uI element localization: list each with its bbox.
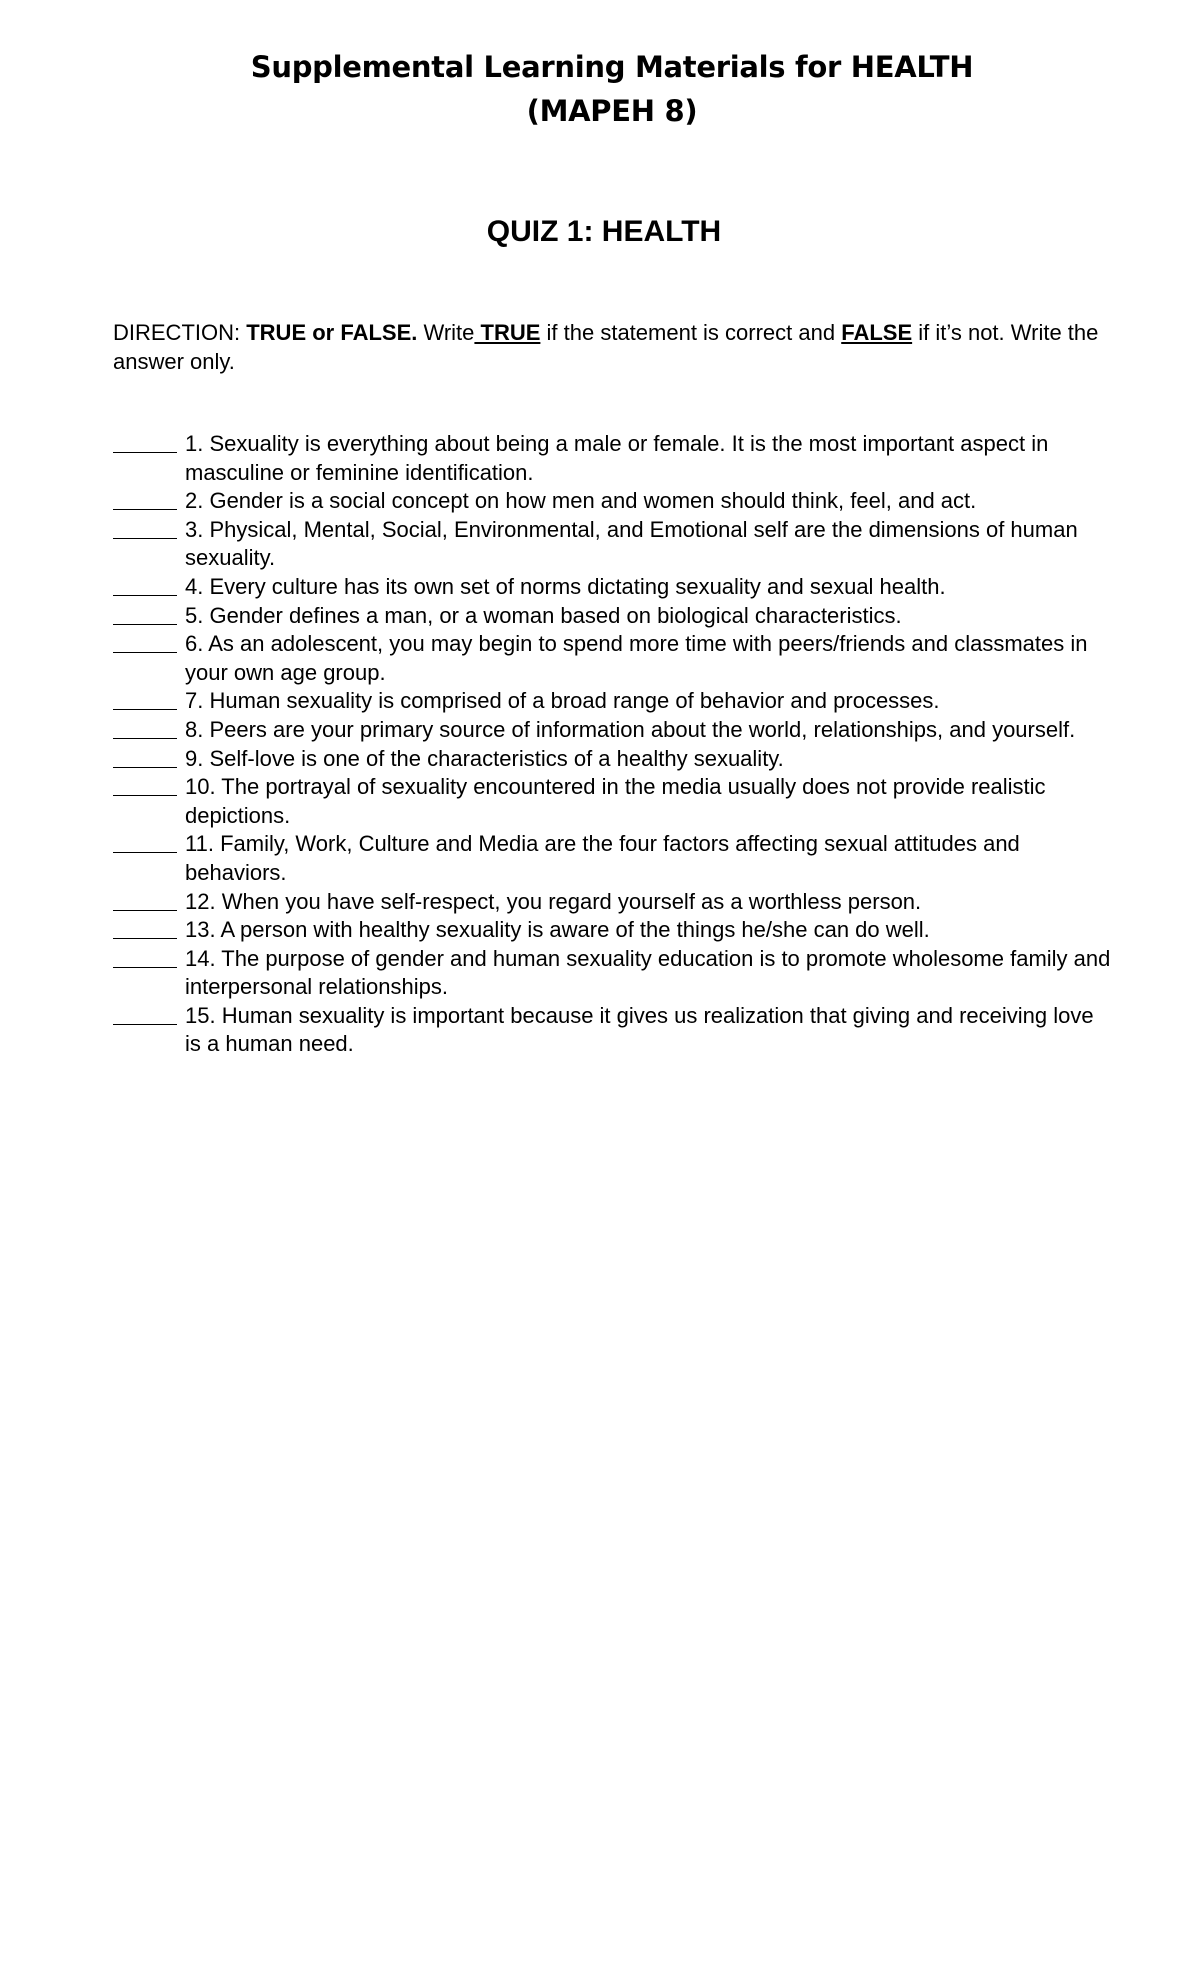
direction-label: DIRECTION:	[113, 320, 247, 345]
question-text: 3. Physical, Mental, Social, Environmental, and Emotional self are the dimensions of human sexuality.	[185, 516, 1078, 571]
document-title: Supplemental Learning Materials for HEALTH	[250, 50, 974, 84]
direction-false-word: FALSE	[841, 320, 913, 345]
question-item	[113, 773, 1113, 830]
question-item	[113, 630, 1113, 687]
question-text: 10. The portrayal of sexuality encountered in the media usually does not provide realistic depictions.	[185, 774, 1046, 828]
question-text: 4. Every culture has its own set of norms dictating sexuality and sexual health.	[185, 573, 946, 599]
question-item	[113, 945, 1113, 1002]
direction-mid: if the statement is correct and	[540, 320, 842, 345]
question-item	[113, 716, 1113, 745]
question-text: 15. Human sexuality is important because it gives us realization that giving and receiving love is a human need.	[185, 1002, 1094, 1057]
question-text: 7. Human sexuality is comprised of a broad range of behavior and processes.	[185, 688, 940, 714]
question-item	[113, 916, 1113, 945]
question-text: 8. Peers are your primary source of information about the world, relationships, and yourself.	[185, 716, 1076, 742]
question-text: 12. When you have self-respect, you regard yourself as a worthless person.	[185, 888, 922, 914]
direction-end: if it’s not. Write the answer only.	[113, 320, 1099, 374]
question-text: 5. Gender defines a man, or a woman based on biological characteristics.	[185, 602, 902, 628]
question-item	[113, 687, 1113, 716]
question-text: 1. Sexuality is everything about being a male or female. It is the most important aspect in masculine or feminine identification.	[185, 431, 1049, 485]
question-text: 6. As an adolescent, you may begin to spend more time with peers/friends and classmates in your own age group.	[185, 631, 1088, 685]
question-item	[113, 487, 1113, 516]
question-list	[113, 430, 1113, 1059]
question-item	[113, 888, 1113, 917]
question-text: 14. The purpose of gender and human sexuality education is to promote wholesome family and interpersonal relationships.	[185, 945, 1111, 1000]
quiz-title: QUIZ 1: HEALTH	[486, 215, 722, 248]
direction-type: TRUE or FALSE.	[246, 320, 418, 345]
question-item	[113, 830, 1113, 887]
document-subtitle: (MAPEH 8)	[526, 94, 698, 128]
question-text: 9. Self-love is one of the characteristics of a healthy sexuality.	[185, 745, 784, 771]
question-item	[113, 1002, 1113, 1059]
question-text: 2. Gender is a social concept on how men and women should think, feel, and act.	[185, 488, 977, 514]
direction-write: Write	[417, 320, 475, 345]
question-text: 13. A person with healthy sexuality is aware of the things he/she can do well.	[185, 917, 930, 943]
question-item	[113, 573, 1113, 602]
direction-true-word: TRUE	[474, 320, 541, 345]
question-item	[113, 516, 1113, 573]
question-item	[113, 430, 1113, 487]
question-item	[113, 602, 1113, 631]
question-text: 11. Family, Work, Culture and Media are the four factors affecting sexual attitudes and behaviors.	[185, 831, 1020, 885]
direction-text	[113, 318, 1113, 376]
question-item	[113, 745, 1113, 774]
